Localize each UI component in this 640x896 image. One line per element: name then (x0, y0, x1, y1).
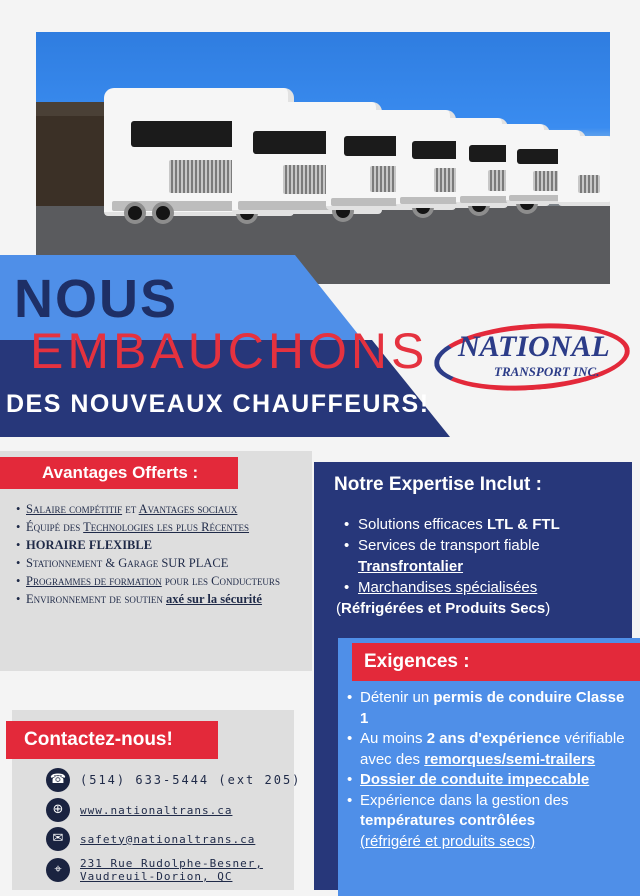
list-item: • Équipé des Technologies les plus Récentes (16, 518, 304, 536)
list-item: • Détenir un permis de conduire Classe 1 (346, 688, 636, 729)
globe-icon: ⊕ (46, 798, 70, 822)
contact-email-row (46, 827, 255, 851)
hero-title-line2: EMBAUCHONS (30, 323, 429, 379)
list-item: • Services de transport fiable Transfrontalier (336, 535, 628, 577)
truck-fleet-photo (36, 32, 610, 284)
mail-icon: ✉ (46, 827, 70, 851)
list-item: • HORAIRE FLEXIBLE (16, 536, 304, 554)
requirements-title: Exigences : (352, 643, 640, 681)
national-transport-logo (434, 318, 634, 396)
expertise-list (336, 514, 628, 619)
expertise-title: Notre Expertise Inclut : (334, 474, 542, 495)
logo-subtitle: TRANSPORT INC. (494, 364, 600, 379)
logo-name: NATIONAL (458, 330, 610, 363)
truck (558, 136, 610, 206)
email-link[interactable]: safety@nationaltrans.ca (80, 832, 256, 846)
list-item: • Stationnement & Garage SUR PLACE (16, 554, 304, 572)
list-item: • Expérience dans la gestion des températures contrôlées (réfrigéré et produits secs) (346, 791, 636, 853)
hero-title-line1: NOUS (14, 269, 179, 329)
contact-phone-row (46, 768, 301, 792)
list-item: • Au moins 2 ans d'expérience vérifiable avec des remorques/semi-trailers (346, 729, 636, 770)
website-link[interactable]: www.nationaltrans.ca (80, 803, 233, 817)
contact-title: Contactez-nous! (6, 721, 218, 759)
benefits-title: Avantages Offerts : (0, 457, 238, 489)
address: 231 Rue Rudolphe-Besner, Vaudreuil-Dorion, QC (80, 857, 263, 883)
benefits-list (16, 500, 304, 608)
list-item: • Marchandises spécialisées (336, 577, 628, 598)
contact-address-row (46, 856, 263, 884)
requirements-list (346, 688, 636, 852)
list-item: • Solutions efficaces LTL & FTL (336, 514, 628, 535)
hero-subtitle: DES NOUVEAUX CHAUFFEURS! (6, 390, 430, 418)
phone-number[interactable]: (514) 633-5444 (ext 205) (80, 773, 302, 787)
list-item: • Environnement de soutien axé sur la sécurité (16, 590, 304, 608)
list-item: • Dossier de conduite impeccable (346, 770, 636, 791)
list-item: • Programmes de formation pour les Conducteurs (16, 572, 304, 590)
phone-icon: ☎ (46, 768, 70, 792)
location-pin-icon: ⌖ (46, 858, 70, 882)
list-item: • Salaire compétitif et Avantages sociaux (16, 500, 304, 518)
list-item: (Réfrigérées et Produits Secs) (336, 600, 551, 617)
contact-website-row (46, 798, 232, 822)
